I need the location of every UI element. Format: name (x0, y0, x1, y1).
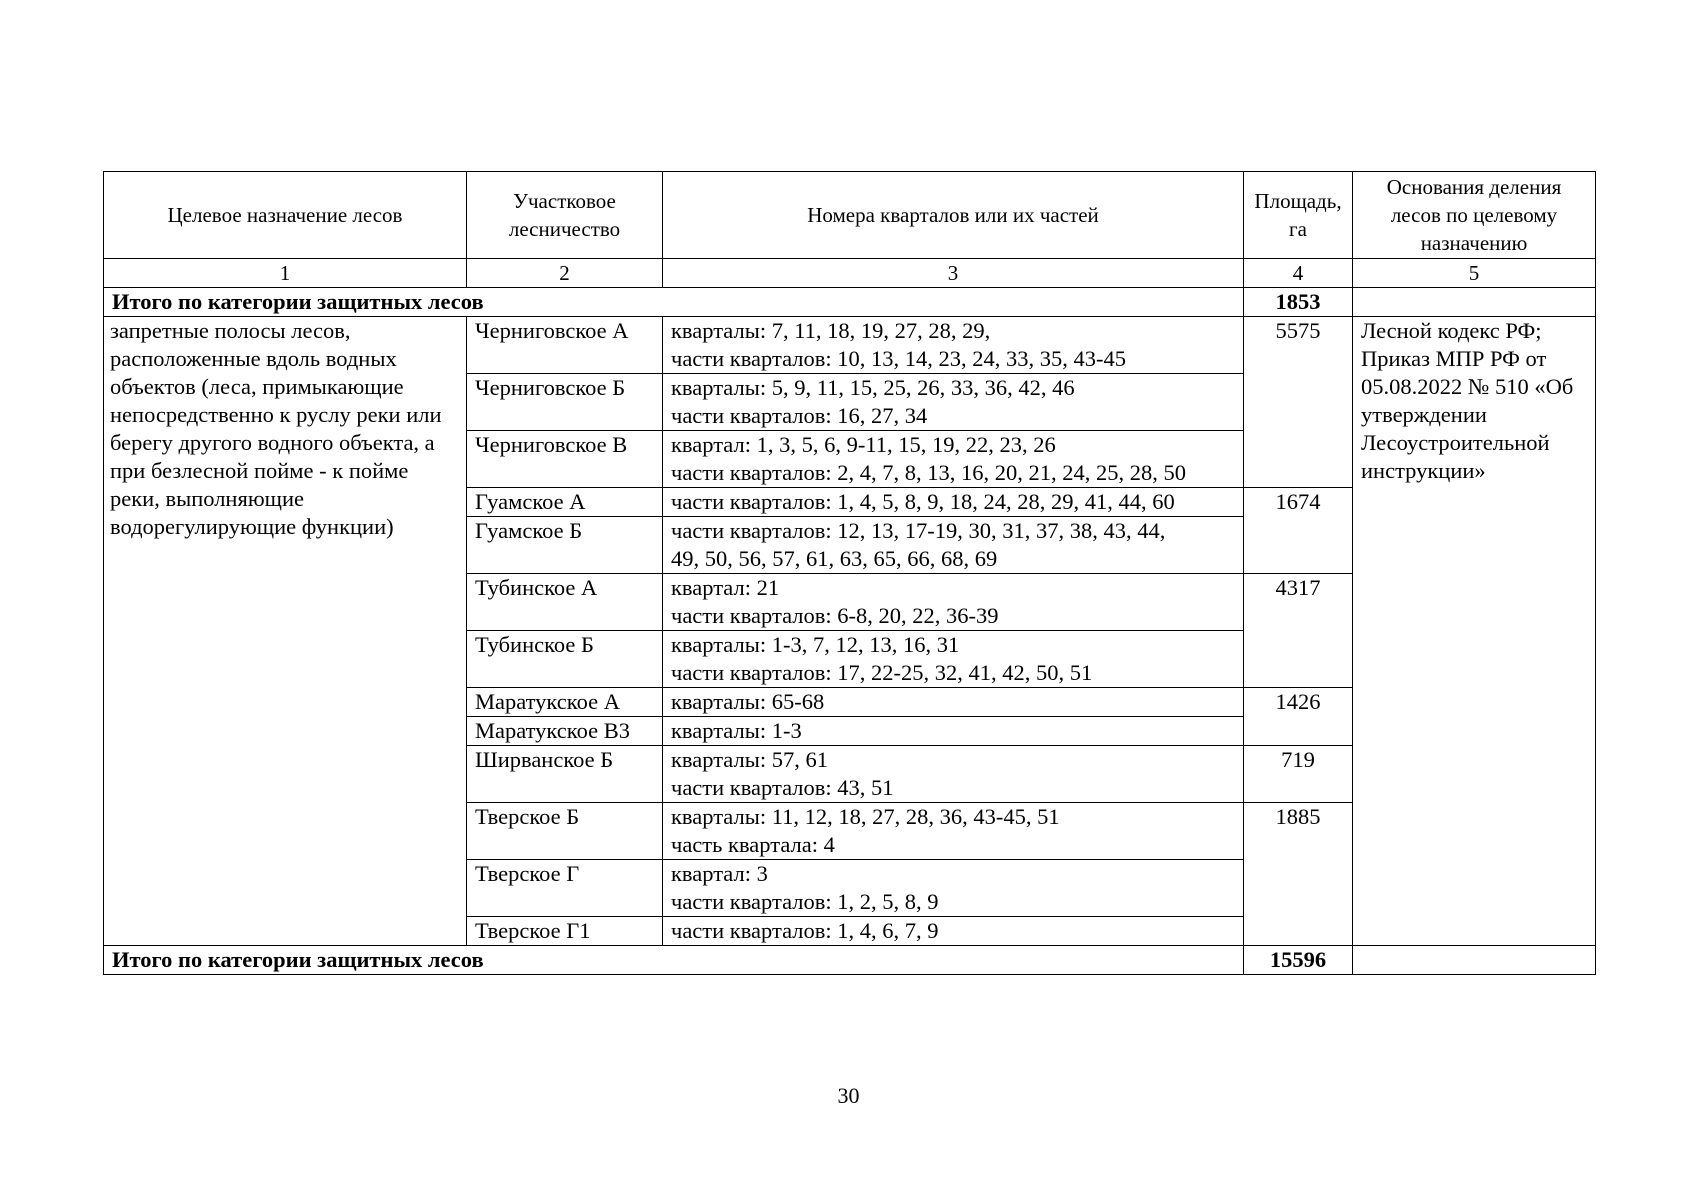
quarters-line: квартал: 1, 3, 5, 6, 9-11, 15, 19, 22, 23, 26 (671, 432, 1056, 457)
forestry-cell: Тверское Б (467, 803, 663, 860)
area-cell: 5575 (1244, 317, 1353, 488)
quarters-line: части кварталов: 12, 13, 17-19, 30, 31, 37, 38, 43, 44, (671, 518, 1166, 543)
quarters-line: части кварталов: 1, 2, 5, 8, 9 (671, 889, 939, 914)
quarters-line: кварталы: 57, 61 (671, 747, 828, 772)
column-number: 4 (1244, 259, 1353, 288)
total-label: Итого по категории защитных лесов (104, 288, 1244, 317)
forestry-cell: Гуамское Б (467, 517, 663, 574)
area-cell: 719 (1244, 746, 1353, 803)
page-number: 30 (837, 1083, 860, 1108)
forestry-cell: Гуамское А (467, 488, 663, 517)
quarters-line: кварталы: 65-68 (671, 689, 825, 714)
total-value: 1853 (1244, 288, 1353, 317)
forestry-cell: Черниговское В (467, 431, 663, 488)
basis-cell: Лесной кодекс РФ; Приказ МПР РФ от 05.08.2022 № 510 «Об утверждении Лесоустроительной инструкции» (1353, 317, 1596, 946)
column-number-row (104, 259, 1596, 288)
area-cell: 4317 (1244, 574, 1353, 688)
quarters-cell (663, 374, 1244, 431)
quarters-cell (663, 717, 1244, 746)
area-cell: 1426 (1244, 688, 1353, 746)
quarters-line: части кварталов: 16, 27, 34 (671, 403, 928, 428)
quarters-cell (663, 488, 1244, 517)
area-cell: 1885 (1244, 803, 1353, 946)
total-row-bottom (104, 946, 1596, 975)
forestry-cell: Ширванское Б (467, 746, 663, 803)
forestry-cell: Черниговское Б (467, 374, 663, 431)
quarters-line: части кварталов: 6-8, 20, 22, 36-39 (671, 603, 999, 628)
column-number: 3 (663, 259, 1244, 288)
forestry-cell: Черниговское А (467, 317, 663, 374)
quarters-line: кварталы: 11, 12, 18, 27, 28, 36, 43-45, 51 (671, 804, 1060, 829)
total-label: Итого по категории защитных лесов (104, 946, 1244, 975)
quarters-line: квартал: 21 (671, 575, 780, 600)
quarters-line: части кварталов: 10, 13, 14, 23, 24, 33, 35, 43-45 (671, 346, 1126, 371)
quarters-line: 49, 50, 56, 57, 61, 63, 65, 66, 68, 69 (671, 546, 998, 571)
column-number: 2 (467, 259, 663, 288)
forestry-cell: Тверское Г (467, 860, 663, 917)
quarters-line: части кварталов: 1, 4, 6, 7, 9 (671, 918, 939, 943)
quarters-cell (663, 574, 1244, 631)
header-purpose: Целевое назначение лесов (104, 172, 467, 259)
purpose-cell: запретные полосы лесов, расположенные вдоль водных объектов (леса, примыкающие непосредственно к руслу реки или берегу другого водного объекта, а при безлесной пойме - к пойме реки, выполняющие водорегулирующие функции) (104, 317, 467, 946)
forestry-cell: Тубинское А (467, 574, 663, 631)
forest-purpose-table (103, 171, 1596, 975)
header-forestry: Участковое лесничество (467, 172, 663, 259)
empty-cell (1353, 288, 1596, 317)
header-basis: Основания деления лесов по целевому назначению (1353, 172, 1596, 259)
quarters-line: части кварталов: 17, 22-25, 32, 41, 42, 50, 51 (671, 660, 1093, 685)
header-quarters: Номера кварталов или их частей (663, 172, 1244, 259)
table-row (104, 317, 1596, 374)
quarters-cell (663, 860, 1244, 917)
quarters-cell (663, 688, 1244, 717)
quarters-line: квартал: 3 (671, 861, 768, 886)
quarters-line: кварталы: 1-3 (671, 718, 802, 743)
column-number: 1 (104, 259, 467, 288)
forestry-cell: Маратукское В3 (467, 717, 663, 746)
quarters-cell (663, 431, 1244, 488)
area-cell: 1674 (1244, 488, 1353, 574)
quarters-line: части кварталов: 2, 4, 7, 8, 13, 16, 20, 21, 24, 25, 28, 50 (671, 460, 1187, 485)
quarters-line: кварталы: 1-3, 7, 12, 13, 16, 31 (671, 632, 960, 657)
quarters-cell (663, 517, 1244, 574)
total-row-top (104, 288, 1596, 317)
quarters-line: части кварталов: 43, 51 (671, 775, 894, 800)
forestry-cell: Маратукское А (467, 688, 663, 717)
quarters-cell (663, 631, 1244, 688)
forestry-cell: Тубинское Б (467, 631, 663, 688)
quarters-line: кварталы: 7, 11, 18, 19, 27, 28, 29, (671, 318, 991, 343)
header-area: Площадь, га (1244, 172, 1353, 259)
empty-cell (1353, 946, 1596, 975)
quarters-cell (663, 746, 1244, 803)
column-number: 5 (1353, 259, 1596, 288)
quarters-cell (663, 803, 1244, 860)
quarters-line: кварталы: 5, 9, 11, 15, 25, 26, 33, 36, 42, 46 (671, 375, 1075, 400)
forestry-cell: Тверское Г1 (467, 917, 663, 946)
quarters-cell (663, 317, 1244, 374)
header-row (104, 172, 1596, 259)
quarters-cell (663, 917, 1244, 946)
total-value: 15596 (1244, 946, 1353, 975)
quarters-line: части кварталов: 1, 4, 5, 8, 9, 18, 24, 28, 29, 41, 44, 60 (671, 489, 1175, 514)
quarters-line: часть квартала: 4 (671, 832, 835, 857)
